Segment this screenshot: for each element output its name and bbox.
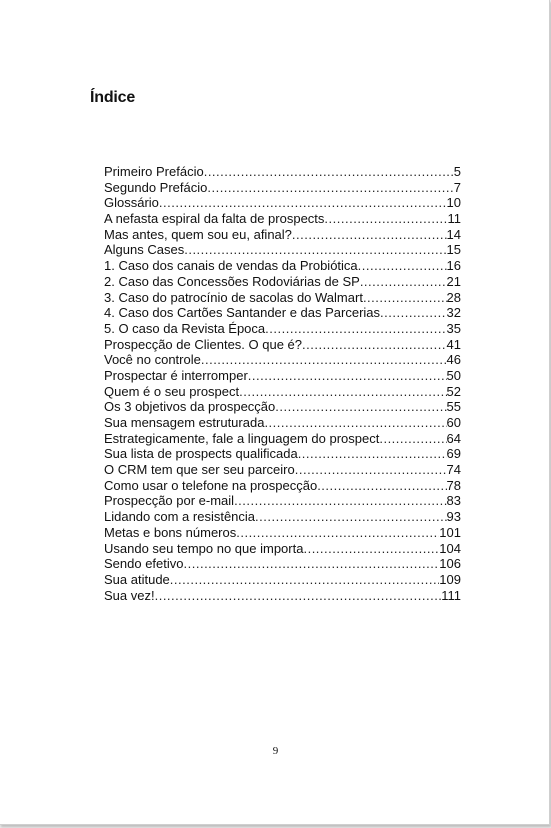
toc-entry-title: 2. Caso das Concessões Rodoviárias de SP	[104, 273, 360, 289]
toc-leader-dots	[303, 541, 439, 557]
toc-leader-dots	[360, 274, 447, 290]
toc-entry[interactable]	[104, 446, 461, 462]
toc-entry-title: Sendo efetivo	[104, 556, 184, 572]
toc-leader-dots	[255, 509, 447, 525]
toc-leader-dots	[298, 446, 447, 462]
toc-entry-title: A nefasta espiral da falta de prospects	[104, 211, 325, 227]
toc-leader-dots	[379, 431, 446, 447]
toc-leader-dots	[295, 462, 447, 478]
toc-entry-title: Sua mensagem estruturada	[104, 415, 265, 430]
toc-entry[interactable]	[104, 368, 461, 384]
toc-entry[interactable]	[104, 180, 461, 196]
toc-entry-title: Glossário	[104, 195, 159, 211]
toc-entry-page: 104	[439, 540, 461, 556]
toc-leader-dots	[155, 588, 442, 604]
toc-entry[interactable]	[104, 525, 461, 541]
toc-entry[interactable]	[104, 399, 461, 415]
toc-leader-dots	[292, 227, 447, 243]
toc-leader-dots	[170, 572, 440, 588]
toc-entry-title: Lidando com a resistência	[104, 509, 256, 525]
toc-entry-page: 41	[446, 336, 461, 352]
toc-entry-title: 1. Caso dos canais de vendas da Probiótica	[104, 258, 358, 274]
toc-leader-dots	[317, 478, 446, 494]
toc-leader-dots	[264, 415, 446, 431]
toc-entry-page: 28	[446, 289, 461, 305]
toc-entry[interactable]	[104, 321, 461, 337]
toc-leader-dots	[201, 352, 447, 368]
toc-entry-page: 32	[446, 305, 461, 321]
toc-entry[interactable]	[104, 227, 461, 243]
toc-entry[interactable]	[104, 493, 461, 509]
toc-entry-title: 4. Caso dos Cartões Santander e das Parcerias	[104, 305, 381, 321]
toc-entry-page: 64	[446, 430, 461, 446]
toc-entry[interactable]	[104, 431, 461, 447]
toc-entry-title: Prospectar é interromper	[104, 367, 248, 383]
toc-entry[interactable]	[104, 509, 461, 525]
toc-entry[interactable]	[104, 462, 461, 478]
toc-entry-page: 93	[446, 509, 461, 525]
toc-leader-dots	[380, 305, 446, 321]
toc-leader-dots	[324, 211, 447, 227]
toc-entry-title: Sua lista de prospects qualificada	[104, 446, 298, 462]
toc-entry-page: 69	[446, 446, 461, 462]
toc-entry-page: 46	[446, 352, 461, 368]
toc-entry-page: 35	[446, 320, 461, 336]
toc-entry-page: 83	[446, 493, 461, 509]
toc-entry[interactable]	[104, 588, 461, 604]
toc-entry-page: 74	[446, 462, 461, 478]
toc-entry-page: 78	[446, 477, 461, 493]
toc-entry-title: Mas antes, quem sou eu, afinal?	[104, 226, 292, 242]
toc-entry-title: Como usar o telefone na prospecção	[104, 477, 318, 493]
table-of-contents	[104, 164, 461, 603]
toc-entry[interactable]	[104, 556, 461, 572]
toc-entry[interactable]	[104, 572, 461, 588]
toc-entry[interactable]	[104, 290, 461, 306]
toc-leader-dots	[358, 258, 447, 274]
page-title: Índice	[90, 89, 136, 106]
toc-entry[interactable]	[104, 195, 461, 211]
toc-entry[interactable]	[104, 478, 461, 494]
toc-entry-page: 106	[439, 556, 461, 572]
toc-entry-page: 14	[446, 226, 461, 242]
toc-entry[interactable]	[104, 352, 461, 368]
toc-entry-page: 111	[441, 587, 461, 603]
toc-entry-title: Quem é o seu prospect	[104, 383, 240, 399]
toc-entry-page: 7	[453, 179, 461, 195]
toc-leader-dots	[265, 321, 446, 337]
toc-entry-title: 5. O caso da Revista Época	[104, 320, 266, 336]
toc-entry-page: 5	[453, 164, 461, 179]
toc-entry-title: Os 3 objetivos da prospecção	[104, 399, 276, 415]
toc-entry-page: 52	[446, 383, 461, 399]
toc-entry-title: Prospecção de Clientes. O que é?	[104, 336, 303, 352]
toc-entry[interactable]	[104, 274, 461, 290]
toc-entry-title: Sua vez!	[104, 587, 155, 603]
toc-entry[interactable]	[104, 242, 461, 258]
toc-entry-title: Sua atitude	[104, 571, 170, 587]
toc-entry[interactable]	[104, 164, 461, 180]
toc-entry-page: 21	[446, 273, 461, 289]
toc-leader-dots	[184, 242, 446, 258]
toc-leader-dots	[204, 164, 454, 180]
toc-entry-title: Alguns Cases	[104, 242, 185, 258]
page-number: 9	[272, 745, 279, 757]
toc-leader-dots	[159, 195, 447, 211]
toc-leader-dots	[236, 525, 439, 541]
toc-leader-dots	[302, 337, 447, 353]
toc-leader-dots	[207, 180, 453, 196]
toc-entry-title: Usando seu tempo no que importa	[104, 540, 304, 556]
toc-entry-page: 15	[446, 242, 461, 258]
toc-entry[interactable]	[104, 337, 461, 353]
toc-entry-page: 50	[446, 367, 461, 383]
toc-entry-title: Segundo Prefácio	[104, 179, 208, 195]
toc-leader-dots	[234, 493, 446, 509]
toc-entry-title: Você no controle	[104, 352, 201, 368]
toc-leader-dots	[184, 556, 440, 572]
toc-entry-title: Metas e bons números	[104, 524, 237, 540]
toc-leader-dots	[239, 384, 446, 400]
toc-entry-page: 60	[446, 415, 461, 430]
toc-leader-dots	[363, 290, 447, 306]
toc-entry-title: 3. Caso do patrocínio de sacolas do Walmart	[104, 289, 363, 305]
toc-entry[interactable]	[104, 211, 461, 227]
toc-entry[interactable]	[104, 541, 461, 557]
toc-entry-page: 109	[439, 571, 461, 587]
toc-entry[interactable]	[104, 305, 461, 321]
toc-entry-title: Prospecção por e-mail	[104, 493, 235, 509]
toc-entry[interactable]	[104, 415, 461, 431]
toc-leader-dots	[275, 399, 446, 415]
toc-entry-title: Estrategicamente, fale a linguagem do prospect	[104, 430, 380, 446]
toc-entry-page: 101	[439, 524, 461, 540]
toc-entry[interactable]	[104, 384, 461, 400]
toc-entry-page: 55	[446, 399, 461, 415]
toc-entry[interactable]	[104, 258, 461, 274]
toc-leader-dots	[248, 368, 447, 384]
toc-entry-title: Primeiro Prefácio	[104, 164, 204, 179]
toc-entry-title: O CRM tem que ser seu parceiro	[104, 462, 295, 478]
toc-entry-page: 11	[447, 211, 461, 227]
toc-entry-page: 10	[446, 195, 461, 211]
toc-entry-page: 16	[446, 258, 461, 274]
